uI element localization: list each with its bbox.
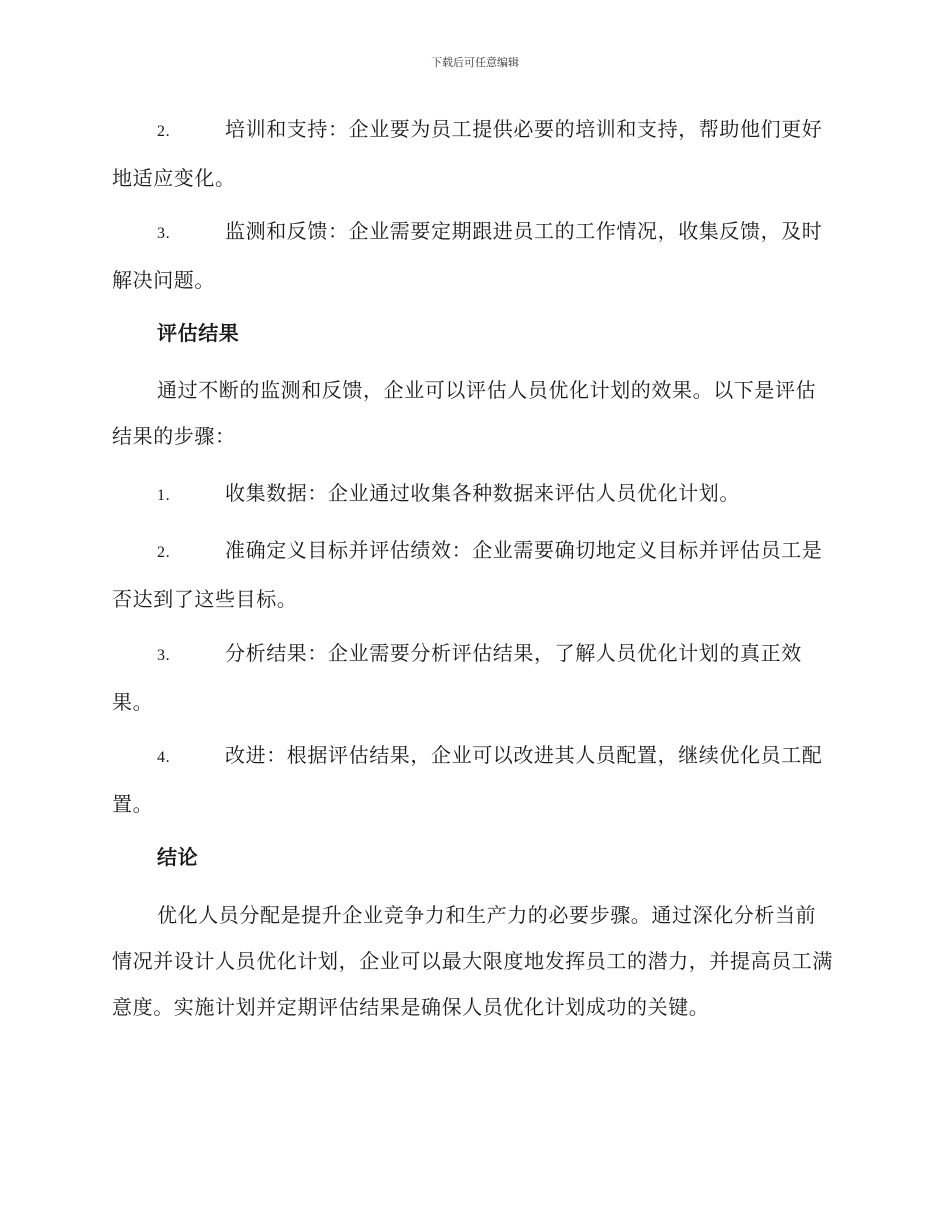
paragraph-conclusion: 优化人员分配是提升企业竞争力和生产力的必要步骤。通过深化分析当前情况并设计人员优化计划，企业可以最大限度地发挥员工的潜力，并提高员工满意度。实施计划并定期评估结果是确保人员优化计划成功的关键。 xyxy=(112,903,833,1019)
list-number: 1. xyxy=(157,487,171,504)
header-note: 下载后可任意编辑 xyxy=(431,56,519,69)
list-number: 2. xyxy=(157,544,171,561)
list-item-step-2 xyxy=(112,527,834,622)
list-number: 4. xyxy=(157,749,171,766)
list-text: 准确定义目标并评估绩效：企业需要确切地定义目标并评估员工是否达到了这些目标。 xyxy=(112,538,823,611)
list-item-step-1 xyxy=(112,470,834,519)
list-item-step-4 xyxy=(112,732,834,827)
section-heading-conclusion: 结论 xyxy=(157,845,199,869)
list-text: 分析结果：企业需要分析评估结果，了解人员优化计划的真正效果。 xyxy=(112,641,802,714)
list-text: 监测和反馈：企业需要定期跟进员工的工作情况，收集反馈，及时解决问题。 xyxy=(112,219,823,292)
list-item-monitoring xyxy=(112,208,834,303)
list-number: 3. xyxy=(157,647,171,664)
section-heading-evaluate: 评估结果 xyxy=(157,321,240,345)
list-item-training xyxy=(112,106,834,201)
list-text: 培训和支持：企业要为员工提供必要的培训和支持，帮助他们更好地适应变化。 xyxy=(112,117,823,190)
list-number: 2. xyxy=(157,123,171,140)
list-item-step-3 xyxy=(112,630,834,725)
list-number: 3. xyxy=(157,225,171,242)
list-text: 收集数据：企业通过收集各种数据来评估人员优化计划。 xyxy=(225,481,740,505)
paragraph-evaluate: 通过不断的监测和反馈，企业可以评估人员优化计划的效果。以下是评估结果的步骤： xyxy=(112,378,817,448)
list-text: 改进：根据评估结果，企业可以改进其人员配置，继续优化员工配置。 xyxy=(112,743,823,816)
